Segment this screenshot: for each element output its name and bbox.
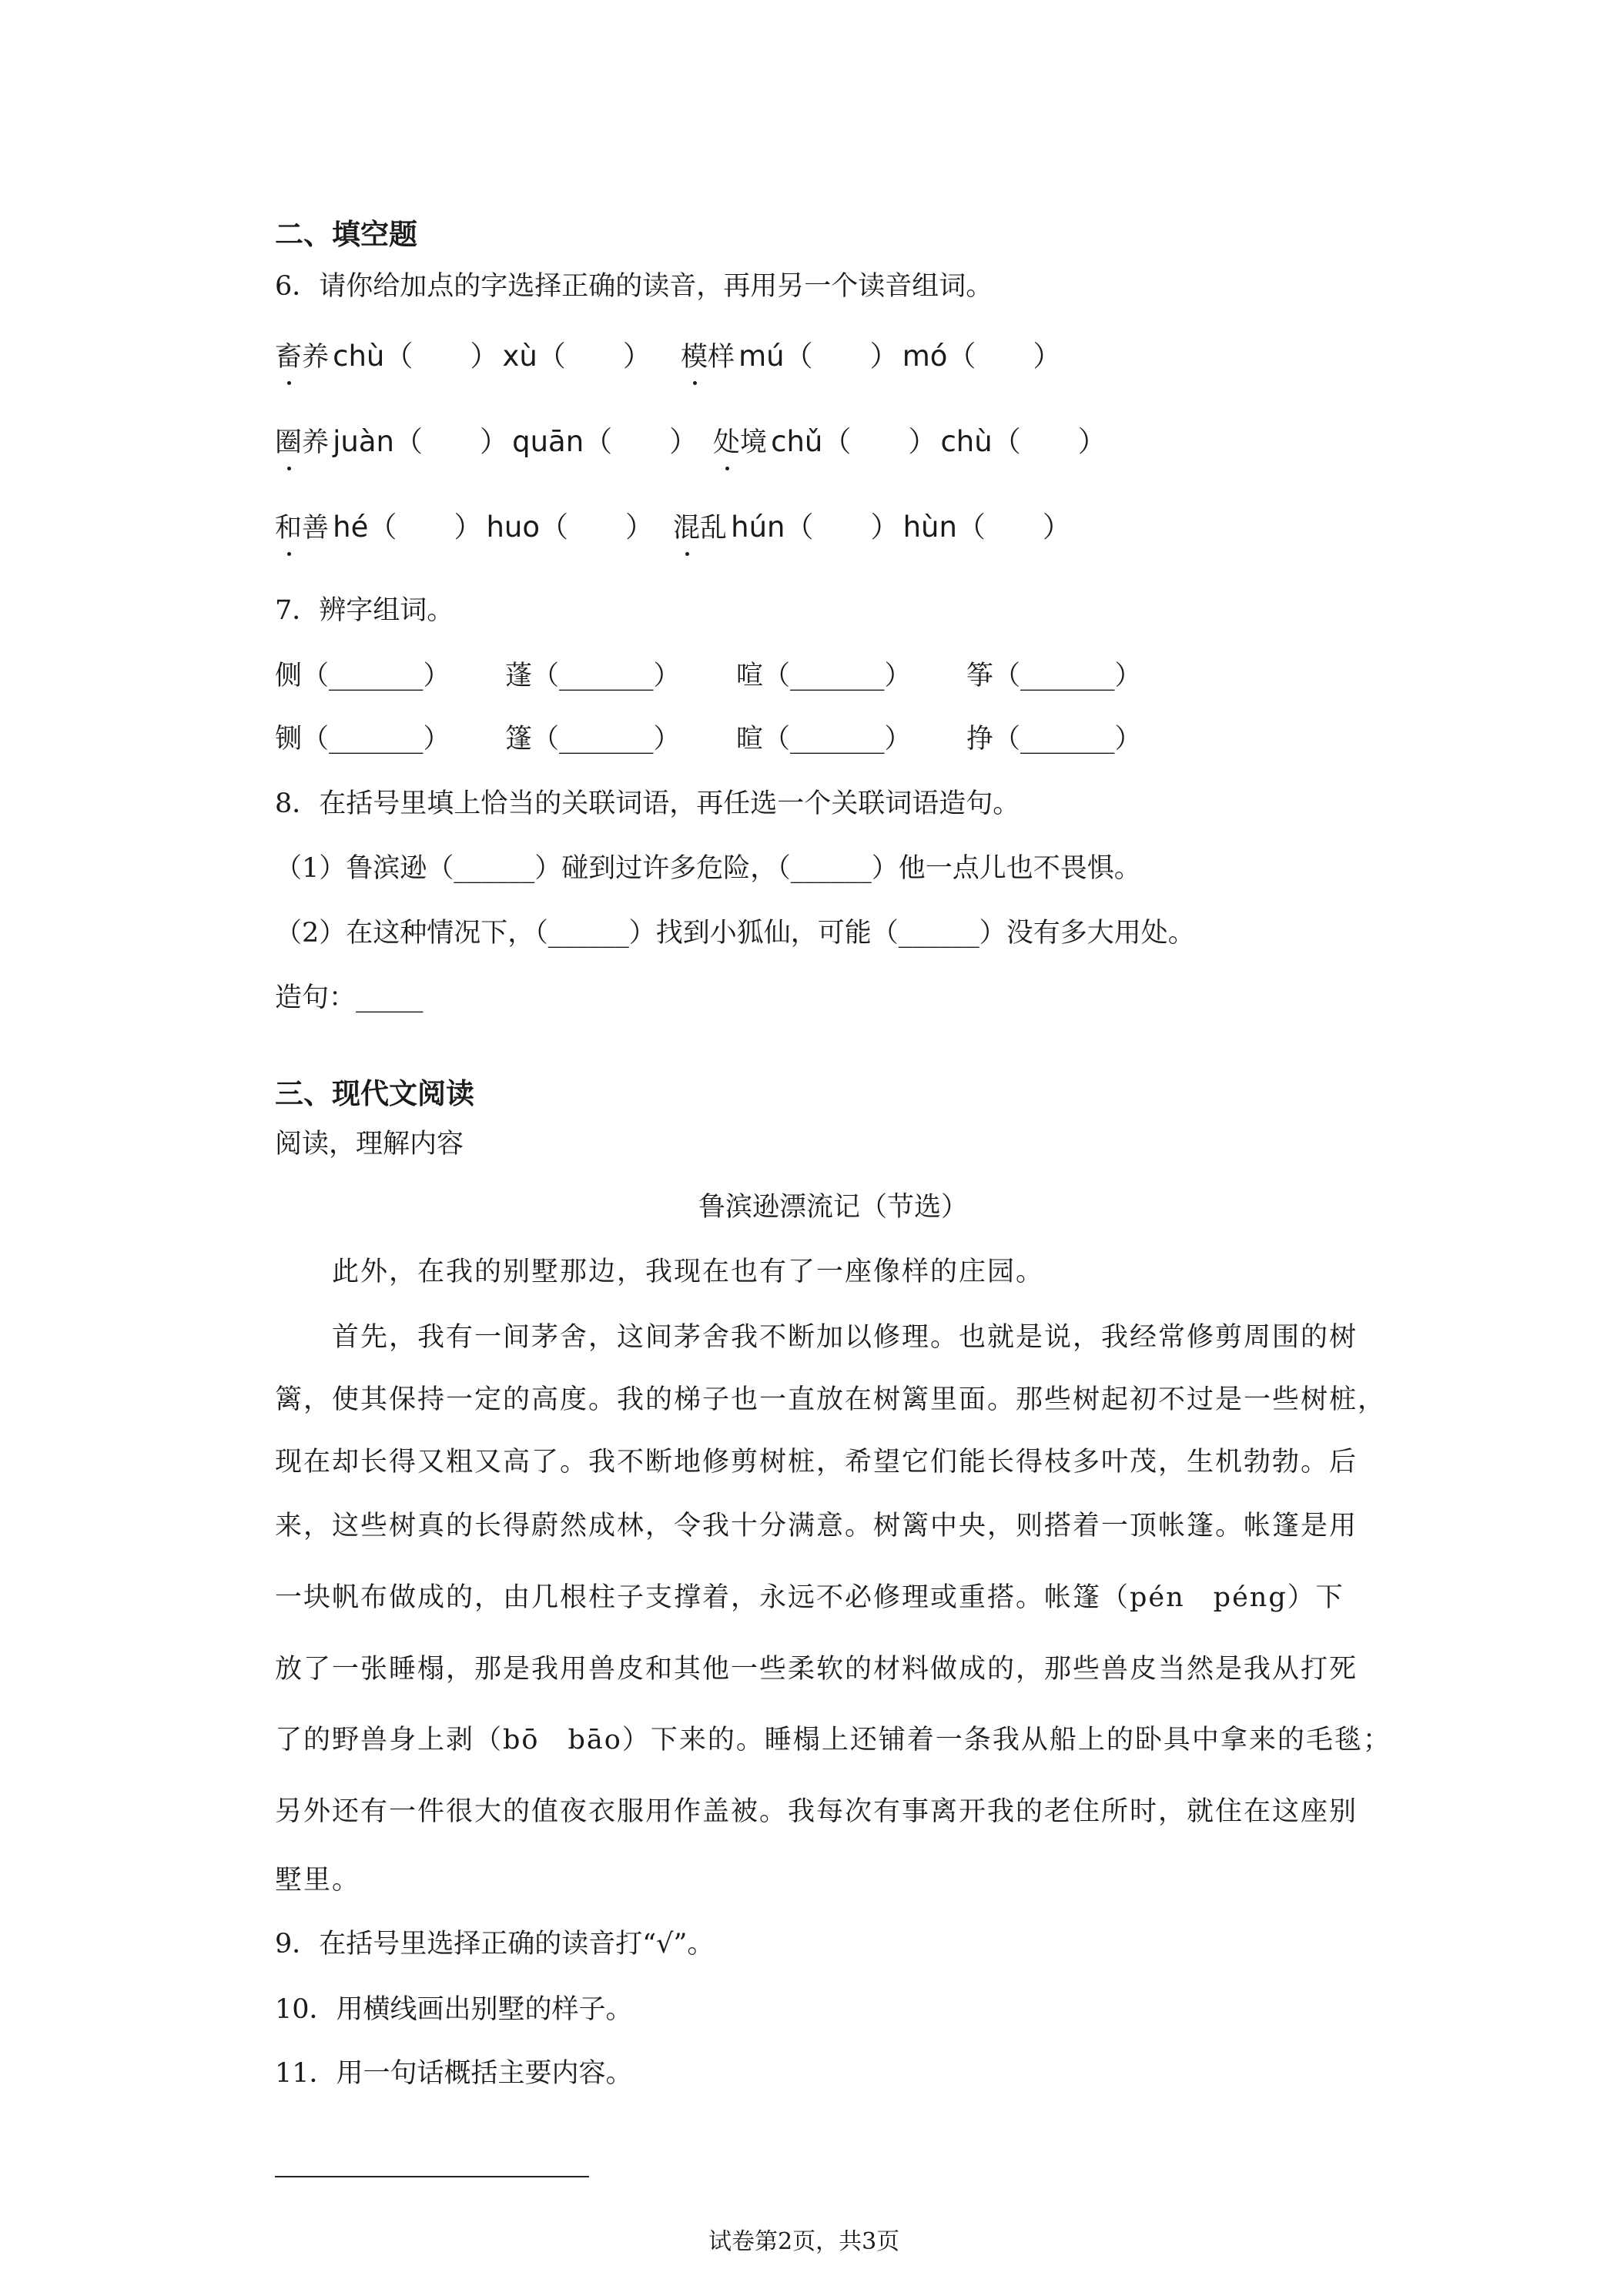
q6-item-3-b: quān（ ） — [512, 425, 698, 458]
q7-row-1-item-2: 蓬（_______） — [505, 661, 681, 691]
article-title: 鲁滨逊漂流记（节选） — [698, 1192, 969, 1223]
article-line-1: 此外，在我的别墅那边，我现在也有了一座像样的庄园。 — [275, 1257, 1045, 1287]
q6-row-1 — [275, 333, 651, 374]
q7-row-2-item-1: 铡（_______） — [275, 724, 450, 755]
q8-sentence-2: （2）在这种情况下，（______）找到小狐仙，可能（______）没有多大用处。 — [275, 918, 1195, 949]
q7-prompt: 7．辨字组词。 — [275, 595, 454, 626]
q6-item-2: 模样 — [681, 342, 735, 373]
reading-instruction: 阅读，理解内容 — [275, 1129, 464, 1160]
q7-row-2-item-4: 挣（_______） — [966, 724, 1142, 755]
q6-item-6-a: hún（ ） — [731, 510, 899, 544]
q6-item-2-b: mó（ ） — [902, 340, 1062, 373]
section-2-title: 二、填空题 — [275, 217, 417, 251]
q6-row-1-right — [681, 333, 1061, 374]
q6-item-4: 处境 — [713, 427, 767, 458]
article-line-3: 篱，使其保持一定的高度。我的梯子也一直放在树篱里面。那些树起初不过是一些树桩， — [275, 1384, 1387, 1415]
q7-row-1-item-3: 喧（_______） — [736, 661, 912, 691]
article-line-10: 墅里。 — [275, 1865, 361, 1896]
q6-item-4-b: chù（ ） — [940, 425, 1107, 458]
q6-item-3: 圈养 — [275, 427, 329, 458]
section-3-title: 三、现代文阅读 — [275, 1076, 474, 1110]
q7-row-2-item-2: 篷（_______） — [505, 724, 681, 755]
q6-row-3-right — [673, 504, 1071, 545]
q6-row-2-right — [713, 418, 1107, 460]
q6-row-2 — [275, 418, 698, 460]
q6-item-3-a: juàn（ ） — [333, 425, 508, 458]
q6-item-1: 畜养 — [275, 342, 329, 373]
article-line-9: 另外还有一件很大的值夜衣服用作盖被。我每次有事离开我的老住所时，就住在这座别 — [275, 1796, 1358, 1827]
q6-item-4-a: chǔ（ ） — [771, 425, 937, 458]
q6-item-2-a: mú（ ） — [738, 340, 899, 373]
q6-item-5-b: huo（ ） — [486, 510, 654, 544]
article-line-5: 来，这些树真的长得蔚然成林，令我十分满意。树篱中央，则搭着一顶帐篷。帐篷是用 — [275, 1511, 1358, 1541]
q8-make-sentence: 造句：_____ — [275, 982, 424, 1013]
page-footer: 试卷第2页，共3页 — [708, 2228, 900, 2255]
q9-prompt: 9．在括号里选择正确的读音打“√”。 — [275, 1929, 715, 1960]
q6-item-5-a: hé（ ） — [333, 510, 483, 544]
q11-prompt: 11．用一句话概括主要内容。 — [275, 2058, 633, 2089]
q7-row-2-item-3: 暄（_______） — [736, 724, 912, 755]
q6-prompt: 6．请你给加点的字选择正确的读音，再用另一个读音组词。 — [275, 271, 993, 302]
q6-item-1-a: chù（ ） — [333, 340, 499, 373]
article-line-7: 放了一张睡榻，那是我用兽皮和其他一些柔软的材料做成的，那些兽皮当然是我从打死 — [275, 1654, 1358, 1685]
article-line-4: 现在却长得又粗又高了。我不断地修剪树桩，希望它们能长得枝多叶茂，生机勃勃。后 — [275, 1447, 1358, 1478]
q6-item-5: 和善 — [275, 513, 329, 544]
article-line-2: 首先，我有一间茅舍，这间茅舍我不断加以修理。也就是说，我经常修剪周围的树 — [275, 1322, 1358, 1353]
q6-item-6-b: hùn（ ） — [902, 510, 1071, 544]
q6-row-3 — [275, 504, 654, 545]
article-line-8: 了的野兽身上剥（bō bāo）下来的。睡榻上还铺着一条我从船上的卧具中拿来的毛毯； — [275, 1725, 1391, 1755]
q7-row-1-item-4: 筝（_______） — [966, 661, 1142, 691]
q6-item-1-b: xù（ ） — [502, 340, 651, 373]
q8-sentence-1: （1）鲁滨逊（______）碰到过许多危险，（______）他一点儿也不畏惧。 — [275, 853, 1141, 884]
q10-prompt: 10．用横线画出别墅的样子。 — [275, 1994, 633, 2025]
q8-prompt: 8．在括号里填上恰当的关联词语，再任选一个关联词语造句。 — [275, 788, 1020, 819]
q6-item-6: 混乱 — [673, 513, 727, 544]
article-line-6: 一块帆布做成的，由几根柱子支撑着，永远不必修理或重搭。帐篷（pén péng）下 — [275, 1582, 1344, 1613]
footer-rule — [275, 2176, 589, 2177]
q7-row-1-item-1: 侧（_______） — [275, 661, 450, 691]
